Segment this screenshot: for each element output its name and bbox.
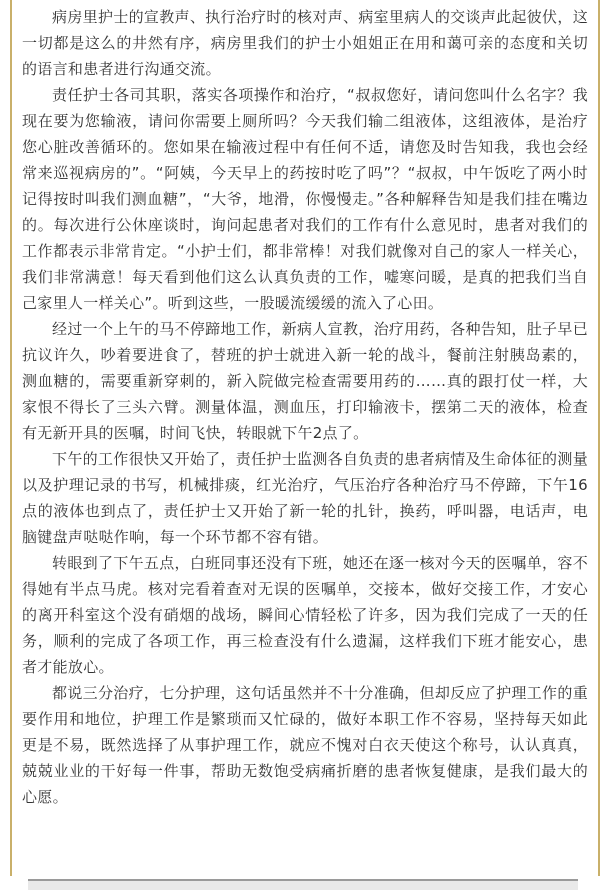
paragraph: 下午的工作很快又开始了，责任护士监测各自负责的患者病情及生命体征的测量以及护理记录的书写，机械排痰，红光治疗，气压治疗各种治疗马不停蹄，下午16点的液体也到点了，责任护士又开始了新一轮的扎针，换药，呼叫器，电话声，电脑键盘声哒哒作响，每一个环节都不容有错。 xyxy=(22,450,588,546)
paragraph: 转眼到了下午五点，白班同事还没有下班，她还在逐一核对今天的医嘱单，容不得她有半点马虎。核对完看着查对无误的医嘱单，交接本，做好交接工作，才安心的离开科室这个没有硝烟的战场，瞬间心情轻松了许多，因为我们完成了一天的任务，顺利的完成了各项工作，再三检查没有什么遗漏，这样我们下班才能安心，患者才能放心。 xyxy=(22,554,588,676)
paragraph: 经过一个上午的马不停蹄地工作，新病人宣教，治疗用药，各种告知，肚子早已抗议许久，吵着要进食了，替班的护士就进入新一轮的战斗，餐前注射胰岛素的，测血糖的，需要重新穿刺的，新入院做完检查需要用药的……真的跟打仗一样，大家恨不得长了三头六臂。测量体温，测血压，打印输液卡，摆第二天的液体，检查有无新开具的医嘱，时间飞快，转眼就下午2点了。 xyxy=(22,320,588,442)
right-border-line xyxy=(598,0,600,876)
bottom-divider-bar xyxy=(28,879,578,890)
left-border-line xyxy=(10,0,12,876)
paragraph: 责任护士各司其职，落实各项操作和治疗，“叔叔您好，请问您叫什么名字？我现在要为您输液，请问你需要上厕所吗？今天我们输二组液体，这组液体，是治疗您心脏改善循环的。您如果在输液过程中有任何不适，请您及时告知我，我也会经常来巡视病房的”。“阿姨，今天早上的药按时吃了吗”？“叔叔，中午饭吃了两小时记得按时叫我们测血糖”，“大爷，地滑，你慢慢走。”各种解释告知是我们挂在嘴边的。每次进行公休座谈时，询问起患者对我们的工作有什么意见时，患者对我们的工作都表示非常肯定。“小护士们，都非常棒！对我们就像对自己的家人一样关心，我们非常满意！每天看到他们这么认真负责的工作，嘘寒问暖，是真的把我们当自己家里人一样关心”。听到这些，一股暖流缓缓的流入了心田。 xyxy=(22,86,588,312)
paragraph: 都说三分治疗，七分护理，这句话虽然并不十分准确，但却反应了护理工作的重要作用和地位，护理工作是繁琐而又忙碌的，做好本职工作不容易，坚持每天如此更是不易，既然选择了从事护理工作，就应不愧对白衣天使这个称号，认认真真，兢兢业业的干好每一件事，帮助无数饱受病痛折磨的患者恢复健康，是我们最大的心愿。 xyxy=(22,684,588,806)
paragraph: 病房里护士的宣教声、执行治疗时的核对声、病室里病人的交谈声此起彼伏，这一切都是这么的井然有序，病房里我们的护士小姐姐正在用和蔼可亲的态度和关切的语言和患者进行沟通交流。 xyxy=(22,8,588,78)
article-body xyxy=(22,4,588,810)
